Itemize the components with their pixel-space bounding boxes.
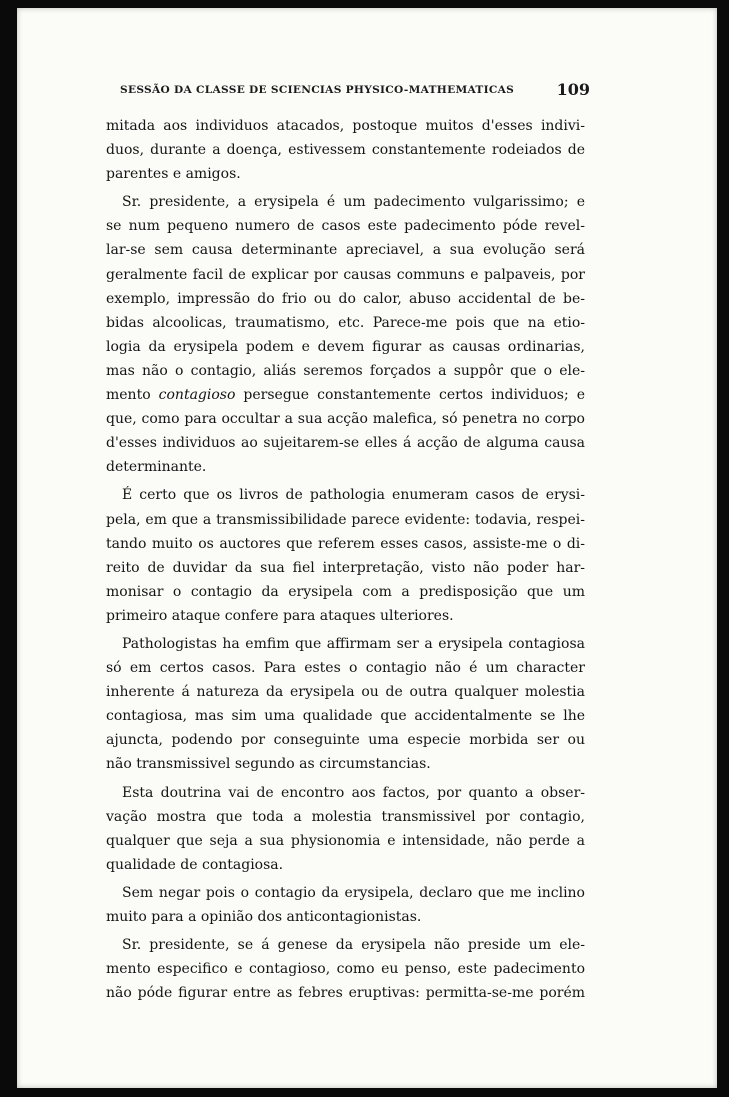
paragraph — [106, 483, 585, 628]
text-line: muito para a opinião dos anticontagionistas. — [106, 909, 422, 925]
text-line: se num pequeno numero de casos este padecimento póde revel- — [106, 218, 585, 235]
text-line: lar-se sem causa determinante apreciavel, a sua evolução será — [106, 242, 585, 259]
paragraph — [106, 632, 585, 777]
text-line: só em certos casos. Para estes o contagio não é um character — [106, 660, 585, 677]
text-line: primeiro ataque confere para ataques ulteriores. — [106, 607, 454, 624]
text-line: duos, durante a doença, estivessem constantemente rodeiados de — [106, 142, 585, 159]
text-line: mento contagioso persegue constantemente certos individuos; e — [106, 387, 585, 404]
text-line: não póde figurar entre as febres eruptivas: permitta-se-me porém — [106, 985, 585, 1002]
text-line: que, como para occultar a sua acção malefica, só penetra no corpo — [106, 411, 585, 428]
text-line: Esta doutrina vai de encontro aos factos, por quanto a obser- — [122, 784, 585, 801]
text-line: É certo que os livros de pathologia enumeram casos de erysi- — [122, 487, 585, 504]
text-line: geralmente facil de explicar por causas communs e palpaveis, por — [106, 266, 585, 283]
paragraph — [106, 114, 585, 186]
text-line: qualquer que seja a sua physionomia e intensidade, não perde a — [106, 832, 585, 849]
text-line: vação mostra que toda a molestia transmissivel por contagio, — [106, 808, 585, 825]
paragraph — [106, 781, 585, 877]
paragraph — [106, 881, 585, 929]
text-line: tando muito os auctores que referem esses casos, assiste-me o di- — [106, 535, 585, 552]
page-number: 109 — [556, 80, 590, 99]
text-line: d'esses individuos ao sujeitarem-se elles á acção de alguma causa — [106, 435, 585, 452]
paragraph — [106, 190, 585, 479]
text-line: Sem negar pois o contagio da erysipela, declaro que me inclino — [122, 884, 585, 901]
text-line: contagiosa, mas sim uma qualidade que accidentalmente se lhe — [106, 708, 585, 725]
body-text — [106, 114, 585, 1005]
text-line: Sr. presidente, se á genese da erysipela não preside um ele- — [122, 937, 585, 954]
text-line: Sr. presidente, a erysipela é um padecimento vulgarissimo; e — [122, 194, 585, 211]
text-line: não transmissivel segundo as circumstancias. — [106, 756, 431, 773]
running-title: SESSÃO DA CLASSE DE SCIENCIAS PHYSICO-MATHEMATICAS — [120, 84, 515, 96]
text-line: exemplo, impressão do frio ou do calor, abuso accidental de be- — [106, 290, 585, 307]
text-line: bidas alcoolicas, traumatismo, etc. Parece-me pois que na etio- — [106, 314, 585, 331]
text-line: mitada aos individuos atacados, postoque muitos d'esses indivi- — [106, 118, 585, 134]
text-line: inherente á natureza da erysipela ou de outra qualquer molestia — [106, 684, 585, 701]
paragraph — [106, 933, 585, 1005]
text-line: reito de duvidar da sua fiel interpretação, visto não poder har- — [106, 559, 585, 576]
book-page — [17, 8, 717, 1088]
text-line: Pathologistas ha emfim que affirmam ser a erysipela contagiosa — [122, 635, 585, 652]
text-line: mas não o contagio, aliás seremos forçados a suppôr que o ele- — [106, 362, 585, 379]
text-line: qualidade de contagiosa. — [106, 856, 284, 873]
text-line: ajuncta, podendo por conseguinte uma especie morbida ser ou — [106, 732, 585, 749]
text-line: parentes e amigos. — [106, 166, 241, 183]
text-line: logia da erysipela podem e devem figurar as causas ordinarias, — [106, 338, 585, 355]
text-line: monisar o contagio da erysipela com a predisposição que um — [106, 583, 585, 600]
text-line: determinante. — [106, 459, 207, 476]
text-line: mento especifico e contagioso, como eu penso, este padecimento — [106, 961, 585, 978]
italic-word: contagioso — [158, 387, 236, 404]
text-line: pela, em que a transmissibilidade parece evidente: todavia, respei- — [106, 511, 585, 528]
page-header — [120, 80, 590, 106]
